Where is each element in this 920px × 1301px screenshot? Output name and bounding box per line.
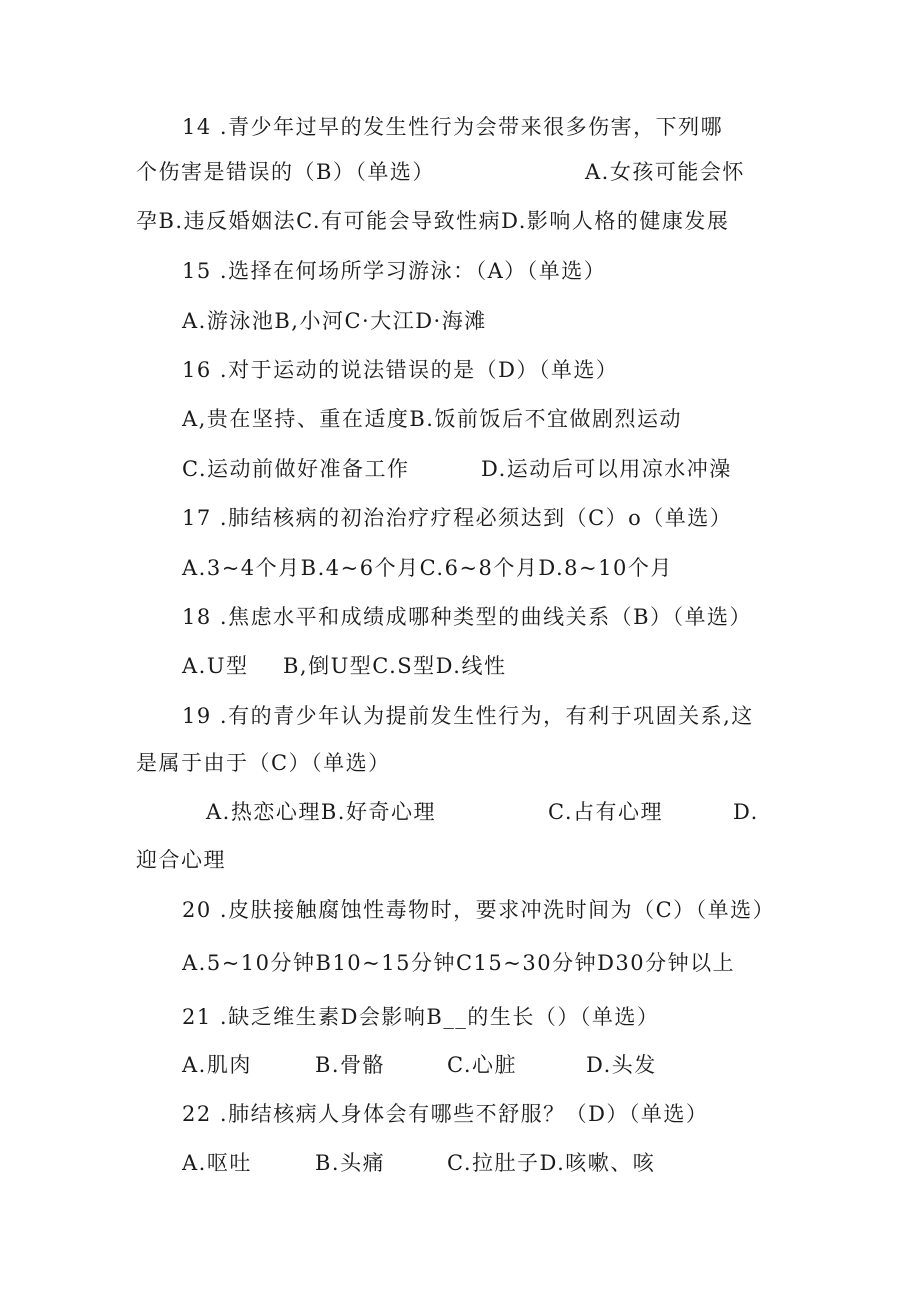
question-22-text: 22 .肺结核病人身体会有哪些不舒服？（D）（单选）	[182, 1102, 709, 1126]
question-17-text: 17 .肺结核病的初治治疗疗程必须达到（C）o（单选）	[182, 506, 733, 530]
question-14-options: 孕B.违反婚姻法C.有可能会导致性病D.影响人格的健康发展	[136, 209, 730, 233]
question-21-option-a: A.肌肉	[182, 1053, 252, 1077]
question-14-text-cont: 个伤害是错误的（B）（单选）	[136, 160, 435, 184]
question-16-options-ab: A,贵在坚持、重在适度B.饭前饭后不宜做剧烈运动	[182, 407, 682, 431]
question-18-option-a: A.U型	[182, 654, 249, 678]
question-18-text: 18 .焦虑水平和成绩成哪种类型的曲线关系（B）（单选）	[182, 605, 753, 629]
question-19-options-ab: A.热恋心理B.好奇心理	[206, 800, 436, 824]
question-14-option-a: A.女孩可能会怀	[585, 160, 745, 184]
question-18-options-bcd: B,倒U型C.S型D.线性	[283, 654, 507, 678]
question-21-option-b: B.骨骼	[315, 1053, 386, 1077]
question-19-option-d-text: 迎合心理	[136, 848, 226, 872]
question-20-text: 20 .皮肤接触腐蚀性毒物时，要求冲洗时间为（C）（单选）	[182, 898, 776, 922]
question-21-option-d: D.头发	[586, 1053, 657, 1077]
question-21-text: 21 .缺乏维生素D会影响B__的生长（）（单选）	[182, 1005, 660, 1029]
question-14-text: 14 .青少年过早的发生性行为会带来很多伤害，下列哪	[182, 115, 724, 139]
question-19-option-c: C.占有心理	[548, 800, 663, 824]
question-21-option-c: C.心脏	[447, 1053, 517, 1077]
question-22-option-b: B.头痛	[315, 1151, 386, 1175]
question-22-options-cd: C.拉肚子D.咳嗽、咳	[447, 1151, 656, 1175]
question-15-text: 15 .选择在何场所学习游泳：（A）（单选）	[182, 259, 607, 283]
question-19-text-cont: 是属于由于（C）（单选）	[136, 751, 391, 775]
question-19-option-d-label: D.	[733, 800, 759, 824]
question-16-text: 16 .对于运动的说法错误的是（D）（单选）	[182, 358, 619, 382]
question-16-option-d: D.运动后可以用凉水冲澡	[481, 457, 732, 481]
question-17-options: A.3~4个月B.4~6个月C.6~8个月D.8~10个月	[182, 556, 673, 580]
question-22-option-a: A.呕吐	[182, 1151, 252, 1175]
question-20-options: A.5~10分钟B10~15分钟C15~30分钟D30分钟以上	[182, 951, 736, 975]
question-15-options: A.游泳池B,小河C·大江D·海滩	[182, 309, 487, 333]
question-16-option-c: C.运动前做好准备工作	[182, 457, 410, 481]
question-19-text: 19 .有的青少年认为提前发生性行为，有利于巩固关系,这	[182, 704, 754, 728]
